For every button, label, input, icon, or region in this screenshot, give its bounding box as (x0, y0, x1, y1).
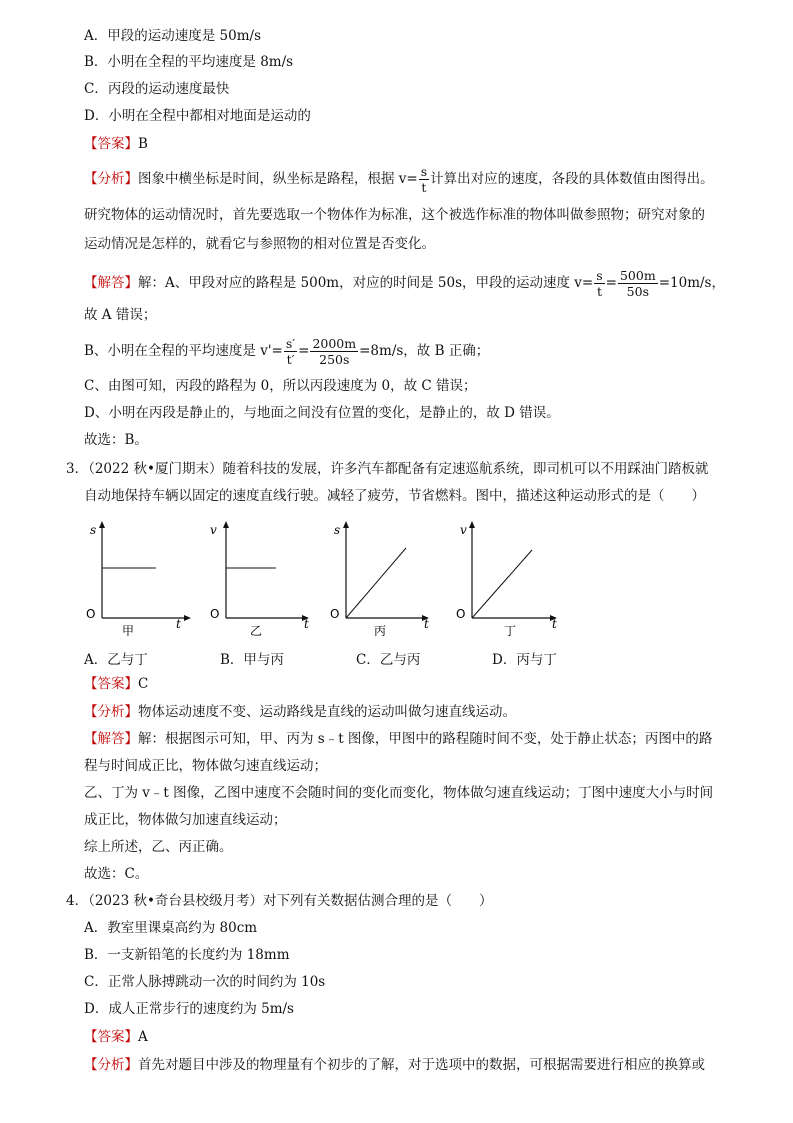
analysis-text: 计算出对应的速度，各段的具体数值由图得出。 (430, 171, 714, 187)
q2-choice: 故选：B。 (84, 432, 148, 448)
origin-label: O (330, 607, 340, 621)
x-axis-label: t (304, 617, 309, 631)
y-axis-label: s (90, 523, 97, 537)
q2-option-c: C．丙段的运动速度最快 (84, 81, 230, 97)
q2-option-d: D．小明在全程中都相对地面是运动的 (84, 108, 311, 124)
graph-line (346, 548, 406, 618)
origin-label: O (86, 607, 96, 621)
answer-tag: 【答案】 (84, 1029, 138, 1045)
solution-text: =8m/s，故 B 正确； (359, 343, 490, 359)
solution-tag: 【解答】 (84, 731, 138, 747)
analysis-tag: 【分析】 (84, 1057, 138, 1073)
analysis-text: 首先对题目中涉及的物理量有个初步的了解，对于选项中的数据，可根据需要进行相应的换算或 (138, 1057, 705, 1073)
y-axis-label: v (460, 523, 467, 537)
fraction (594, 268, 604, 299)
q3-stem-line-2: 自动地保持车辆以固定的速度直线行驶。减轻了疲劳，节省燃料。图中，描述这种运动形式的是（ ） (84, 488, 705, 504)
fraction-numerator: s (420, 164, 428, 179)
solution-tag: 【解答】 (84, 275, 138, 291)
q3-option-d: D．丙与丁 (492, 652, 557, 668)
solution-text: B、小明在全程的平均速度是 v'= (84, 343, 283, 359)
q4-answer (84, 1028, 148, 1046)
answer-tag: 【答案】 (84, 676, 138, 692)
q3-solution-line-1 (84, 730, 712, 748)
q4-option-d: D．成人正常步行的速度约为 5m/s (84, 1001, 294, 1017)
graph-line (472, 550, 532, 618)
q4-option-a: A．教室里课桌高约为 80cm (84, 920, 258, 936)
graph-ding (454, 518, 564, 642)
graph-jia (86, 518, 196, 642)
q4-option-c: C．正常人脉搏跳动一次的时间约为 10s (84, 974, 326, 990)
q2-analysis-line-1 (84, 164, 714, 195)
q3-options (84, 648, 684, 666)
graph-bing (330, 518, 440, 642)
fraction (310, 336, 358, 367)
fraction-numerator: s (596, 268, 603, 283)
y-axis-label: s (334, 523, 341, 537)
fraction-denominator: t (421, 180, 427, 195)
q3-solution-line-5: 综上所述，乙、丙正确。 (84, 839, 233, 855)
q2-solution-line-4: C、由图可知，丙段的路程为 0，所以丙段速度为 0，故 C 错误； (84, 378, 477, 394)
q2-analysis-line-2: 研究物体的运动情况时，首先要选取一个物体作为标准，这个被选作标准的物体叫做参照物；研究对象的 (84, 207, 705, 223)
fraction (284, 336, 297, 367)
answer-value: A (138, 1029, 148, 1045)
graph-caption: 丙 (374, 624, 387, 638)
graph-jia-svg (86, 518, 196, 638)
graph-yi-svg (210, 518, 320, 638)
q2-answer (84, 135, 148, 153)
q3-solution-line-4: 成正比，物体做匀加速直线运动； (84, 812, 287, 828)
x-axis-label: t (424, 617, 429, 631)
solution-text: =10m/s， (658, 275, 725, 291)
fraction-numerator: s′ (285, 336, 296, 351)
q3-answer (84, 675, 148, 693)
answer-value: C (138, 676, 149, 692)
x-axis-label: t (552, 617, 557, 631)
graph-caption: 乙 (250, 624, 263, 638)
q3-option-b: B．甲与丙 (220, 652, 284, 668)
graph-yi (210, 518, 320, 642)
origin-label: O (210, 607, 220, 621)
x-axis-label: t (176, 617, 181, 631)
analysis-text: 图象中横坐标是时间，纵坐标是路程，根据 v= (138, 171, 418, 187)
q3-analysis (84, 703, 516, 721)
graph-caption: 甲 (122, 624, 135, 638)
q4-option-b: B．一支新铅笔的长度约为 18mm (84, 947, 290, 963)
y-axis-label: v (210, 523, 217, 537)
fraction-numerator: 2000m (312, 336, 357, 351)
q4-stem: 4．（2023 秋•奇台县校级月考）对下列有关数据估测合理的是（ ） (66, 893, 493, 909)
fraction (618, 268, 658, 299)
fraction-denominator: 50s (626, 284, 649, 299)
q3-solution-line-2: 程与时间成正比，物体做匀速直线运动； (84, 758, 327, 774)
fraction-numerator: 500m (619, 268, 656, 283)
q3-option-c: C．乙与丙 (356, 652, 421, 668)
q2-solution-line-3 (84, 336, 489, 367)
graph-ding-svg (454, 518, 564, 638)
q2-analysis-line-3: 运动情况是怎样的，就看它与参照物的相对位置是否变化。 (84, 236, 435, 252)
solution-text: 解：根据图示可知，甲、丙为 s﹣t 图像，甲图中的路程随时间不变，处于静止状态；丙图中的路 (138, 731, 713, 747)
q4-analysis-line-1 (84, 1056, 705, 1074)
fraction (419, 164, 429, 195)
graph-caption: 丁 (504, 624, 517, 638)
equals-sign: = (298, 343, 310, 359)
q2-option-a: A．甲段的运动速度是 50m/s (84, 28, 261, 44)
graph-bing-svg (330, 518, 440, 638)
analysis-tag: 【分析】 (84, 171, 138, 187)
q3-choice: 故选：C。 (84, 866, 149, 882)
q2-solution-line-1 (84, 268, 725, 299)
fraction-denominator: t (596, 284, 602, 299)
analysis-text: 物体运动速度不变、运动路线是直线的运动叫做匀速直线运动。 (138, 704, 516, 720)
fraction-denominator: 250s (319, 352, 350, 367)
solution-text: 解：A、甲段对应的路程是 500m，对应的时间是 50s，甲段的运动速度 v= (138, 275, 594, 291)
origin-label: O (456, 607, 466, 621)
analysis-tag: 【分析】 (84, 704, 138, 720)
q3-option-a: A．乙与丁 (84, 652, 148, 668)
answer-value: B (138, 136, 148, 152)
answer-tag: 【答案】 (84, 136, 138, 152)
q3-stem-line-1: 3．（2022 秋•厦门期末）随着科技的发展，许多汽车都配备有定速巡航系统，即司机可以不用踩油门踏板就 (66, 461, 709, 477)
q2-solution-line-2: 故 A 错误； (84, 307, 157, 323)
fraction-denominator: t′ (286, 352, 295, 367)
equals-sign: = (605, 275, 617, 291)
q2-option-b: B．小明在全程的平均速度是 8m/s (84, 54, 294, 70)
q2-solution-line-5: D、小明在丙段是静止的，与地面之间没有位置的变化，是静止的，故 D 错误。 (84, 405, 560, 421)
q3-solution-line-3: 乙、丁为 v﹣t 图像，乙图中速度不会随时间的变化而变化，物体做匀速直线运动；丁图中速度大小与时间 (84, 785, 714, 801)
